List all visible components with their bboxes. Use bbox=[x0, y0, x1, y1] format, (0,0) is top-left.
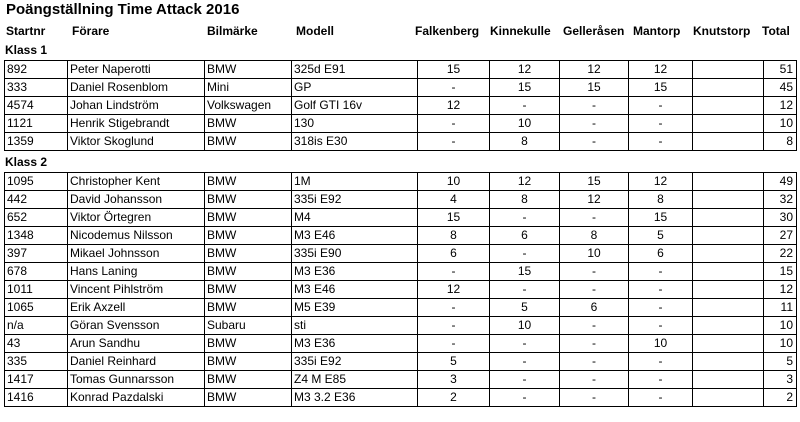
cell-knutstorp bbox=[693, 299, 764, 317]
cell-falkenberg: - bbox=[418, 133, 490, 151]
cell-total: 5 bbox=[764, 353, 797, 371]
cell-bilmarke: BMW bbox=[205, 335, 292, 353]
header-mantorp: Mantorp bbox=[633, 24, 681, 38]
cell-bilmarke: BMW bbox=[205, 61, 292, 79]
cell-startnr: n/a bbox=[5, 317, 68, 335]
cell-knutstorp bbox=[693, 263, 764, 281]
cell-mantorp: - bbox=[629, 115, 693, 133]
cell-modell: sti bbox=[292, 317, 418, 335]
cell-total: 32 bbox=[764, 191, 797, 209]
cell-bilmarke: BMW bbox=[205, 191, 292, 209]
cell-forare: Nicodemus Nilsson bbox=[68, 227, 205, 245]
cell-forare: Mikael Johnsson bbox=[68, 245, 205, 263]
cell-modell: M3 E36 bbox=[292, 263, 418, 281]
table-row bbox=[5, 79, 797, 97]
header-startnr: Startnr bbox=[6, 24, 46, 38]
cell-total: 15 bbox=[764, 263, 797, 281]
cell-startnr: 333 bbox=[5, 79, 68, 97]
cell-knutstorp bbox=[693, 115, 764, 133]
table-row bbox=[5, 263, 797, 281]
cell-kinnekulle: - bbox=[490, 209, 560, 227]
cell-kinnekulle: 8 bbox=[490, 133, 560, 151]
cell-falkenberg: 8 bbox=[418, 227, 490, 245]
cell-total: 22 bbox=[764, 245, 797, 263]
cell-gelleråsen: - bbox=[560, 281, 629, 299]
cell-forare: David Johansson bbox=[68, 191, 205, 209]
cell-modell: 325d E91 bbox=[292, 61, 418, 79]
cell-startnr: 1121 bbox=[5, 115, 68, 133]
cell-gelleråsen: - bbox=[560, 133, 629, 151]
cell-forare: Johan Lindström bbox=[68, 97, 205, 115]
cell-forare: Viktor Skoglund bbox=[68, 133, 205, 151]
cell-mantorp: - bbox=[629, 371, 693, 389]
cell-kinnekulle: - bbox=[490, 245, 560, 263]
cell-mantorp: - bbox=[629, 299, 693, 317]
cell-mantorp: 15 bbox=[629, 209, 693, 227]
cell-kinnekulle: - bbox=[490, 353, 560, 371]
cell-kinnekulle: - bbox=[490, 281, 560, 299]
cell-startnr: 1011 bbox=[5, 281, 68, 299]
cell-startnr: 442 bbox=[5, 191, 68, 209]
table-row bbox=[5, 245, 797, 263]
cell-total: 51 bbox=[764, 61, 797, 79]
cell-startnr: 4574 bbox=[5, 97, 68, 115]
cell-knutstorp bbox=[693, 317, 764, 335]
cell-mantorp: - bbox=[629, 353, 693, 371]
cell-mantorp: - bbox=[629, 263, 693, 281]
cell-gelleråsen: 12 bbox=[560, 61, 629, 79]
cell-knutstorp bbox=[693, 209, 764, 227]
cell-bilmarke: Subaru bbox=[205, 317, 292, 335]
cell-modell: 130 bbox=[292, 115, 418, 133]
cell-gelleråsen: - bbox=[560, 209, 629, 227]
header-kinnekulle: Kinnekulle bbox=[490, 24, 551, 38]
cell-bilmarke: BMW bbox=[205, 227, 292, 245]
cell-falkenberg: 6 bbox=[418, 245, 490, 263]
cell-bilmarke: BMW bbox=[205, 353, 292, 371]
cell-knutstorp bbox=[693, 97, 764, 115]
cell-mantorp: 8 bbox=[629, 191, 693, 209]
table-row bbox=[5, 371, 797, 389]
cell-falkenberg: 3 bbox=[418, 371, 490, 389]
klass1-table bbox=[4, 60, 797, 151]
cell-total: 30 bbox=[764, 209, 797, 227]
cell-kinnekulle: 10 bbox=[490, 317, 560, 335]
cell-forare: Arun Sandhu bbox=[68, 335, 205, 353]
cell-startnr: 43 bbox=[5, 335, 68, 353]
cell-total: 8 bbox=[764, 133, 797, 151]
cell-kinnekulle: - bbox=[490, 97, 560, 115]
cell-falkenberg: 12 bbox=[418, 97, 490, 115]
cell-forare: Hans Laning bbox=[68, 263, 205, 281]
cell-gelleråsen: - bbox=[560, 97, 629, 115]
cell-startnr: 678 bbox=[5, 263, 68, 281]
cell-forare: Daniel Reinhard bbox=[68, 353, 205, 371]
cell-mantorp: 6 bbox=[629, 245, 693, 263]
cell-falkenberg: 10 bbox=[418, 173, 490, 191]
cell-falkenberg: 15 bbox=[418, 61, 490, 79]
table-row bbox=[5, 389, 797, 407]
header-forare: Förare bbox=[72, 24, 110, 38]
cell-gelleråsen: - bbox=[560, 263, 629, 281]
cell-startnr: 1095 bbox=[5, 173, 68, 191]
header-gelleråsen: Gelleråsen bbox=[563, 24, 625, 38]
cell-kinnekulle: 6 bbox=[490, 227, 560, 245]
cell-modell: Golf GTI 16v bbox=[292, 97, 418, 115]
cell-startnr: 1416 bbox=[5, 389, 68, 407]
header-modell: Modell bbox=[296, 24, 334, 38]
cell-mantorp: 12 bbox=[629, 173, 693, 191]
cell-mantorp: 5 bbox=[629, 227, 693, 245]
cell-modell: M3 E46 bbox=[292, 227, 418, 245]
cell-modell: Z4 M E85 bbox=[292, 371, 418, 389]
cell-gelleråsen: - bbox=[560, 317, 629, 335]
cell-bilmarke: BMW bbox=[205, 115, 292, 133]
cell-total: 27 bbox=[764, 227, 797, 245]
cell-startnr: 335 bbox=[5, 353, 68, 371]
table-row bbox=[5, 115, 797, 133]
cell-forare: Tomas Gunnarsson bbox=[68, 371, 205, 389]
cell-kinnekulle: 15 bbox=[490, 79, 560, 97]
cell-mantorp: - bbox=[629, 97, 693, 115]
cell-mantorp: - bbox=[629, 133, 693, 151]
cell-modell: 335i E92 bbox=[292, 353, 418, 371]
table-row bbox=[5, 209, 797, 227]
cell-bilmarke: BMW bbox=[205, 281, 292, 299]
cell-knutstorp bbox=[693, 191, 764, 209]
table-row bbox=[5, 227, 797, 245]
cell-modell: M3 E36 bbox=[292, 335, 418, 353]
cell-falkenberg: - bbox=[418, 335, 490, 353]
table-row bbox=[5, 173, 797, 191]
cell-falkenberg: - bbox=[418, 263, 490, 281]
cell-bilmarke: Mini bbox=[205, 79, 292, 97]
cell-gelleråsen: 15 bbox=[560, 173, 629, 191]
klass2-table bbox=[4, 172, 797, 407]
cell-falkenberg: 5 bbox=[418, 353, 490, 371]
cell-knutstorp bbox=[693, 335, 764, 353]
cell-knutstorp bbox=[693, 133, 764, 151]
cell-gelleråsen: 6 bbox=[560, 299, 629, 317]
cell-total: 10 bbox=[764, 115, 797, 133]
cell-modell: M4 bbox=[292, 209, 418, 227]
cell-forare: Daniel Rosenblom bbox=[68, 79, 205, 97]
cell-falkenberg: 2 bbox=[418, 389, 490, 407]
cell-kinnekulle: 8 bbox=[490, 191, 560, 209]
header-falkenberg: Falkenberg bbox=[415, 24, 480, 38]
cell-modell: 335i E90 bbox=[292, 245, 418, 263]
cell-startnr: 652 bbox=[5, 209, 68, 227]
cell-kinnekulle: - bbox=[490, 335, 560, 353]
cell-falkenberg: 12 bbox=[418, 281, 490, 299]
cell-knutstorp bbox=[693, 227, 764, 245]
header-bilmarke: Bilmärke bbox=[207, 24, 258, 38]
cell-gelleråsen: 8 bbox=[560, 227, 629, 245]
cell-falkenberg: - bbox=[418, 317, 490, 335]
cell-gelleråsen: 10 bbox=[560, 245, 629, 263]
cell-bilmarke: BMW bbox=[205, 389, 292, 407]
cell-bilmarke: BMW bbox=[205, 371, 292, 389]
cell-falkenberg: - bbox=[418, 299, 490, 317]
cell-bilmarke: Volkswagen bbox=[205, 97, 292, 115]
cell-modell: M3 3.2 E36 bbox=[292, 389, 418, 407]
klass1-label: Klass 1 bbox=[5, 43, 48, 57]
cell-total: 12 bbox=[764, 97, 797, 115]
cell-mantorp: - bbox=[629, 389, 693, 407]
page-title: Poängställning Time Attack 2016 bbox=[6, 1, 240, 18]
cell-knutstorp bbox=[693, 61, 764, 79]
cell-startnr: 1359 bbox=[5, 133, 68, 151]
cell-bilmarke: BMW bbox=[205, 245, 292, 263]
cell-knutstorp bbox=[693, 353, 764, 371]
cell-forare: Vincent Pihlström bbox=[68, 281, 205, 299]
table-row bbox=[5, 353, 797, 371]
cell-knutstorp bbox=[693, 173, 764, 191]
cell-gelleråsen: - bbox=[560, 371, 629, 389]
cell-knutstorp bbox=[693, 389, 764, 407]
table-row bbox=[5, 133, 797, 151]
cell-forare: Peter Naperotti bbox=[68, 61, 205, 79]
cell-mantorp: 15 bbox=[629, 79, 693, 97]
cell-modell: M5 E39 bbox=[292, 299, 418, 317]
cell-total: 3 bbox=[764, 371, 797, 389]
cell-modell: 1M bbox=[292, 173, 418, 191]
cell-total: 12 bbox=[764, 281, 797, 299]
cell-modell: GP bbox=[292, 79, 418, 97]
cell-total: 49 bbox=[764, 173, 797, 191]
cell-bilmarke: BMW bbox=[205, 173, 292, 191]
cell-falkenberg: 15 bbox=[418, 209, 490, 227]
cell-forare: Erik Axzell bbox=[68, 299, 205, 317]
cell-total: 10 bbox=[764, 335, 797, 353]
cell-startnr: 1348 bbox=[5, 227, 68, 245]
cell-falkenberg: - bbox=[418, 115, 490, 133]
header-total: Total bbox=[762, 24, 790, 38]
cell-falkenberg: 4 bbox=[418, 191, 490, 209]
cell-modell: 335i E92 bbox=[292, 191, 418, 209]
cell-kinnekulle: 12 bbox=[490, 61, 560, 79]
cell-knutstorp bbox=[693, 245, 764, 263]
cell-gelleråsen: 12 bbox=[560, 191, 629, 209]
cell-gelleråsen: - bbox=[560, 115, 629, 133]
table-row bbox=[5, 61, 797, 79]
cell-gelleråsen: 15 bbox=[560, 79, 629, 97]
cell-kinnekulle: 12 bbox=[490, 173, 560, 191]
cell-forare: Göran Svensson bbox=[68, 317, 205, 335]
klass2-label: Klass 2 bbox=[5, 155, 48, 169]
cell-forare: Konrad Pazdalski bbox=[68, 389, 205, 407]
cell-bilmarke: BMW bbox=[205, 209, 292, 227]
table-row bbox=[5, 335, 797, 353]
cell-startnr: 1417 bbox=[5, 371, 68, 389]
cell-forare: Henrik Stigebrandt bbox=[68, 115, 205, 133]
cell-mantorp: - bbox=[629, 281, 693, 299]
header-knutstorp: Knutstorp bbox=[693, 24, 751, 38]
cell-falkenberg: - bbox=[418, 79, 490, 97]
cell-knutstorp bbox=[693, 281, 764, 299]
table-row bbox=[5, 299, 797, 317]
cell-bilmarke: BMW bbox=[205, 263, 292, 281]
cell-mantorp: - bbox=[629, 317, 693, 335]
cell-gelleråsen: - bbox=[560, 335, 629, 353]
cell-kinnekulle: 5 bbox=[490, 299, 560, 317]
cell-startnr: 892 bbox=[5, 61, 68, 79]
cell-startnr: 1065 bbox=[5, 299, 68, 317]
cell-modell: M3 E46 bbox=[292, 281, 418, 299]
cell-knutstorp bbox=[693, 79, 764, 97]
cell-modell: 318is E30 bbox=[292, 133, 418, 151]
cell-knutstorp bbox=[693, 371, 764, 389]
table-row bbox=[5, 97, 797, 115]
cell-gelleråsen: - bbox=[560, 353, 629, 371]
table-row bbox=[5, 191, 797, 209]
cell-kinnekulle: - bbox=[490, 371, 560, 389]
cell-startnr: 397 bbox=[5, 245, 68, 263]
cell-mantorp: 12 bbox=[629, 61, 693, 79]
cell-total: 11 bbox=[764, 299, 797, 317]
cell-total: 2 bbox=[764, 389, 797, 407]
cell-bilmarke: BMW bbox=[205, 299, 292, 317]
cell-mantorp: 10 bbox=[629, 335, 693, 353]
table-row bbox=[5, 317, 797, 335]
cell-gelleråsen: - bbox=[560, 389, 629, 407]
table-row bbox=[5, 281, 797, 299]
cell-total: 45 bbox=[764, 79, 797, 97]
cell-kinnekulle: 10 bbox=[490, 115, 560, 133]
cell-bilmarke: BMW bbox=[205, 133, 292, 151]
cell-kinnekulle: - bbox=[490, 389, 560, 407]
cell-forare: Christopher Kent bbox=[68, 173, 205, 191]
cell-total: 10 bbox=[764, 317, 797, 335]
cell-forare: Viktor Örtegren bbox=[68, 209, 205, 227]
cell-kinnekulle: 15 bbox=[490, 263, 560, 281]
